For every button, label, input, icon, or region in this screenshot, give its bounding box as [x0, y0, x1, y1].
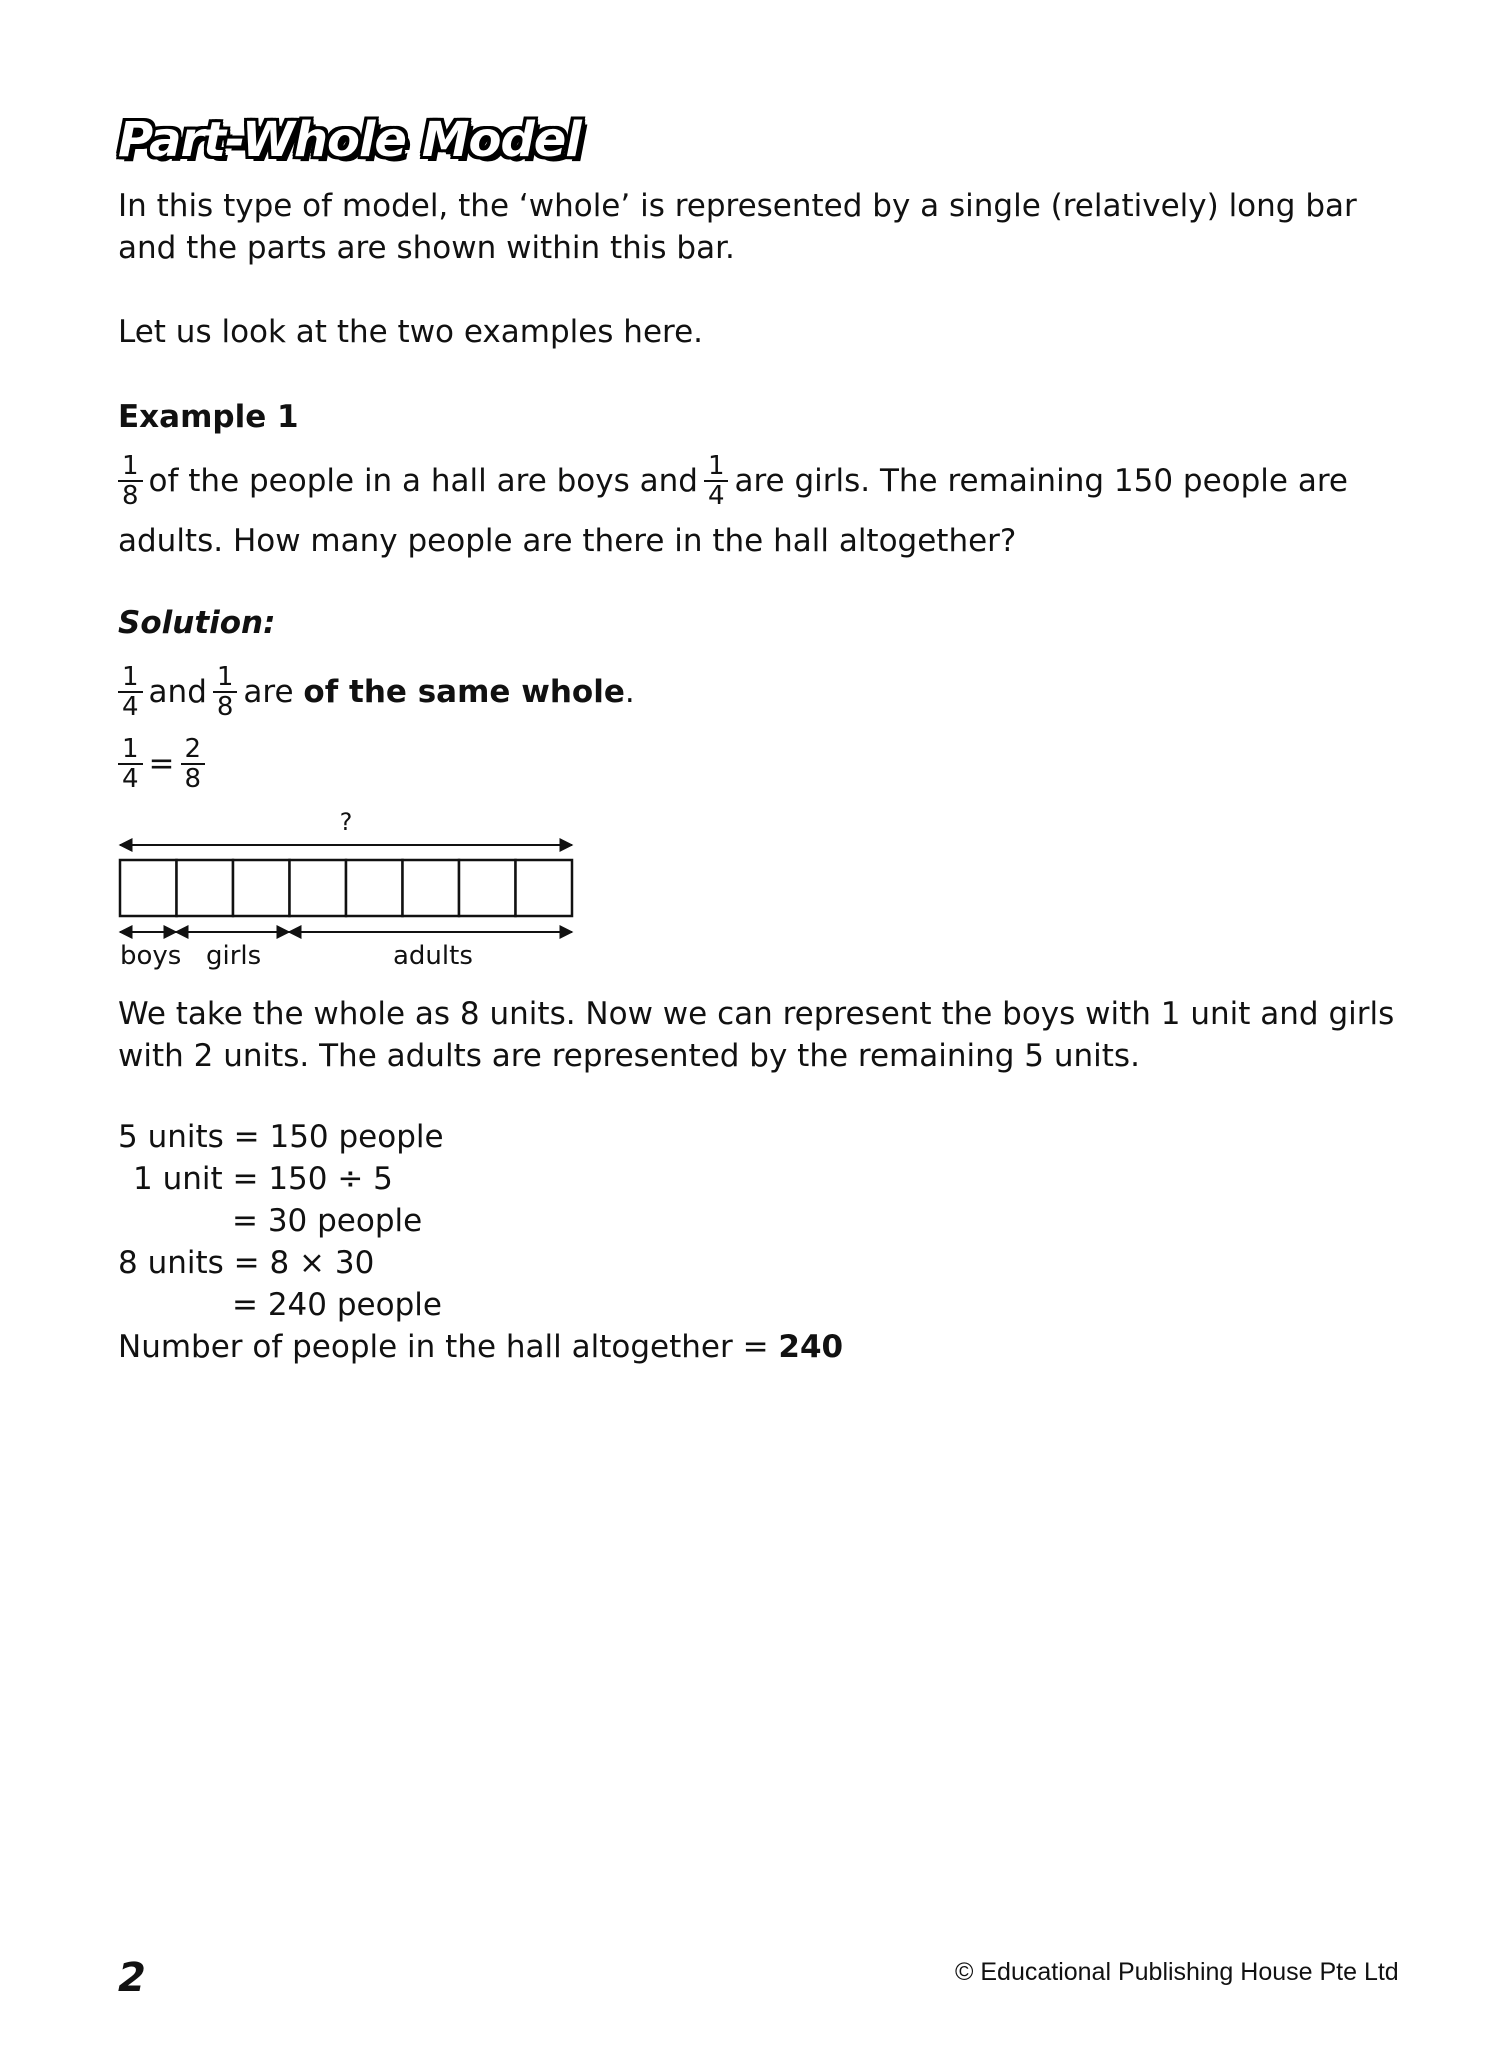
question-text-1: of the people in a hall are boys and	[148, 463, 698, 499]
solution-line-1	[112, 663, 635, 721]
example-heading: Example 1	[118, 399, 299, 435]
working-line-3: = 30 people	[232, 1203, 423, 1239]
and-text: and	[148, 674, 207, 710]
page-number: 2	[118, 1955, 146, 2001]
bar-unit	[290, 860, 347, 916]
question-line-1	[112, 452, 1348, 510]
bar-unit	[177, 860, 234, 916]
same-whole-text: of the same whole	[303, 674, 625, 710]
fraction-two-eighths: $\frac{2}{8}$	[181, 735, 206, 793]
working-line-6	[118, 1329, 843, 1365]
final-answer: 240	[778, 1329, 844, 1365]
solution-line-2	[112, 735, 211, 793]
answer-statement: Number of people in the hall altogether =	[118, 1329, 779, 1365]
bar-unit	[516, 860, 573, 916]
intro-line-2: and the parts are shown within this bar.	[118, 230, 735, 266]
fraction-one-eighth: $\frac{1}{8}$	[213, 663, 238, 721]
working-line-2: 1 unit = 150 ÷ 5	[133, 1161, 393, 1197]
page-title: Part-Whole Model	[118, 112, 581, 168]
equals-sign: =	[148, 746, 175, 782]
question-text-2: are girls. The remaining 150 people are	[734, 463, 1348, 499]
total-question-label: ?	[339, 808, 353, 836]
working-line-1: 5 units = 150 people	[118, 1119, 444, 1155]
intro-line-1: In this type of model, the ‘whole’ is represented by a single (relatively) long bar	[118, 188, 1357, 224]
are-text: are	[243, 674, 294, 710]
bar-unit	[346, 860, 403, 916]
solution-heading: Solution:	[118, 605, 276, 641]
boys-label: boys	[120, 941, 182, 971]
bar-model-diagram	[110, 800, 590, 975]
bar-unit	[403, 860, 460, 916]
question-line-2: adults. How many people are there in the hall altogether?	[118, 523, 1017, 559]
fraction-one-eighth: $\frac{1}{8}$	[118, 452, 143, 510]
fraction-one-quarter: $\frac{1}{4}$	[118, 663, 143, 721]
bar-units	[120, 860, 572, 916]
copyright-text: © Educational Publishing House Pte Ltd	[955, 1958, 1399, 1986]
explanation-line-2: with 2 units. The adults are represented by the remaining 5 units.	[118, 1038, 1140, 1074]
fraction-one-quarter: $\frac{1}{4}$	[704, 452, 729, 510]
adults-label: adults	[393, 941, 473, 971]
bar-unit	[459, 860, 516, 916]
working-line-4: 8 units = 8 × 30	[118, 1245, 375, 1281]
bar-unit	[120, 860, 177, 916]
girls-label: girls	[206, 941, 262, 971]
period-text: .	[624, 674, 635, 710]
lead-text: Let us look at the two examples here.	[118, 314, 704, 350]
explanation-line-1: We take the whole as 8 units. Now we can represent the boys with 1 unit and girls	[118, 996, 1395, 1032]
fraction-one-quarter: $\frac{1}{4}$	[118, 735, 143, 793]
bar-unit	[233, 860, 290, 916]
working-line-5: = 240 people	[232, 1287, 442, 1323]
